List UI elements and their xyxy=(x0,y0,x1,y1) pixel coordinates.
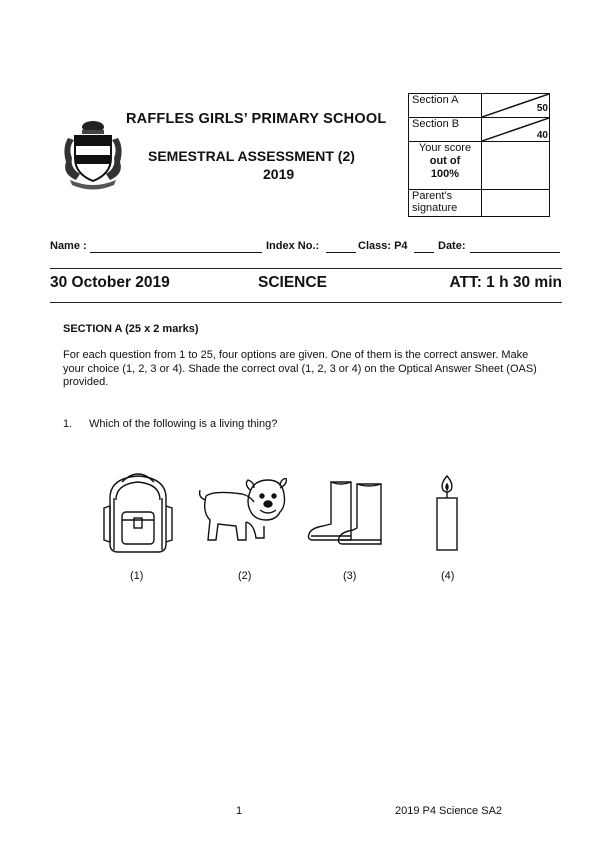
document-code: 2019 P4 Science SA2 xyxy=(395,805,503,817)
parent-signature-label xyxy=(409,190,482,217)
parent-signature-label-line1: Parent’s xyxy=(412,190,453,202)
backpack-icon xyxy=(100,468,176,554)
date-label: Date: xyxy=(438,240,466,252)
index-no-field[interactable] xyxy=(326,252,356,253)
parent-signature-cell[interactable] xyxy=(482,190,550,217)
exam-year: 2019 xyxy=(263,166,295,182)
total-score-cell[interactable] xyxy=(482,142,550,190)
boots-icon xyxy=(307,478,387,548)
name-label: Name : xyxy=(50,240,87,252)
candle-icon xyxy=(432,474,462,552)
index-no-label: Index No.: xyxy=(266,240,320,252)
exam-duration: ATT: 1 h 30 min xyxy=(449,274,562,291)
divider-bottom xyxy=(50,302,562,303)
option-3[interactable] xyxy=(307,478,387,553)
option-2[interactable] xyxy=(192,478,288,549)
section-b-label: Section B xyxy=(409,118,482,142)
exam-title: SEMESTRAL ASSESSMENT (2) xyxy=(148,148,355,164)
option-3-label: (3) xyxy=(343,570,357,582)
score-table xyxy=(408,93,550,217)
date-field[interactable] xyxy=(470,252,560,253)
section-a-title: SECTION A (25 x 2 marks) xyxy=(63,323,199,335)
total-score-label-line3: 100% xyxy=(430,168,460,180)
option-4[interactable] xyxy=(432,474,462,557)
option-4-label: (4) xyxy=(441,570,455,582)
option-1[interactable] xyxy=(100,468,176,559)
section-a-score-cell[interactable] xyxy=(482,94,550,118)
exam-subject: SCIENCE xyxy=(258,274,327,291)
class-label: Class: P4 xyxy=(358,240,408,252)
dog-icon xyxy=(192,478,288,544)
exam-date: 30 October 2019 xyxy=(50,274,170,291)
total-score-label-line1: Your score xyxy=(418,142,472,154)
exam-info-row xyxy=(50,274,562,296)
section-b-total-marks: 40 xyxy=(536,130,548,141)
page-number: 1 xyxy=(236,805,243,817)
total-score-label-line2: out of xyxy=(429,155,461,167)
school-name: RAFFLES GIRLS’ PRIMARY SCHOOL xyxy=(126,111,387,127)
section-a-total-marks: 50 xyxy=(536,103,548,114)
divider-top xyxy=(50,268,562,269)
parent-signature-label-line2: signature xyxy=(412,202,458,214)
question-number: 1. xyxy=(63,418,73,430)
name-field[interactable] xyxy=(90,252,262,253)
section-a-label: Section A xyxy=(409,94,482,118)
option-2-label: (2) xyxy=(238,570,252,582)
option-1-label: (1) xyxy=(130,570,144,582)
section-a-instructions: For each question from 1 to 25, four options are given. One of them is the correct answer. Make your choice (1, 2, 3 or 4). Shade the correct oval (1, 2, 3 or 4) on the Optical Answer Sheet (OAS) provided. xyxy=(63,349,537,388)
question-text: Which of the following is a living thing? xyxy=(89,418,278,430)
class-field[interactable] xyxy=(414,252,434,253)
student-details-row xyxy=(50,240,560,256)
school-crest-logo xyxy=(58,118,128,190)
section-b-score-cell[interactable] xyxy=(482,118,550,142)
total-score-label xyxy=(409,142,482,190)
